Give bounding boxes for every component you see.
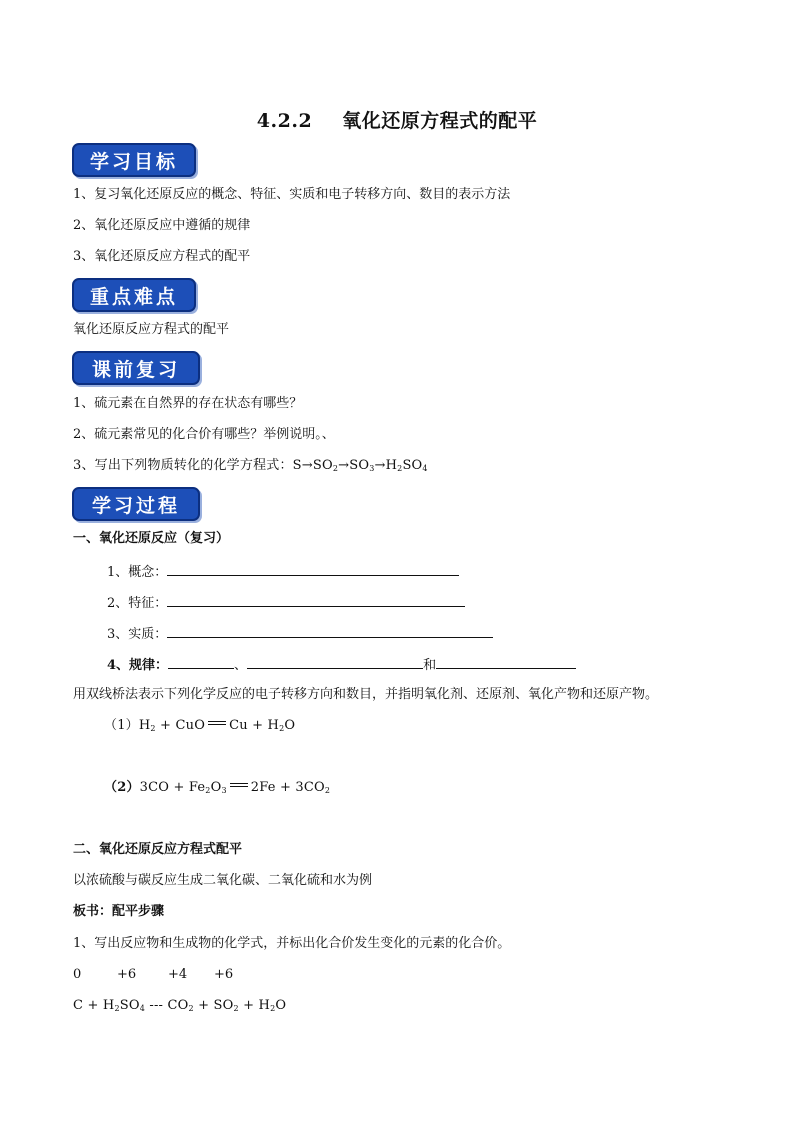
rule-blank-2[interactable]	[247, 655, 423, 669]
essence-item: 3、实质：	[107, 624, 493, 643]
feature-blank[interactable]	[167, 593, 465, 607]
rule-blank-3[interactable]	[436, 655, 576, 669]
rule-blank-1[interactable]	[168, 655, 234, 669]
review-question-2: 2、硫元素常见的化合价有哪些？举例说明。、	[73, 427, 335, 442]
board-steps-heading: 板书：配平步骤	[73, 904, 165, 919]
title-text: 氧化还原方程式的配平	[342, 110, 538, 132]
essence-blank[interactable]	[167, 624, 493, 638]
goal-item-2: 2、氧化还原反应中遵循的规律	[73, 218, 251, 233]
page-title	[0, 106, 794, 133]
key-point-text: 氧化还原反应方程式的配平	[73, 322, 230, 337]
carbon-sulfuric-equation: $C + H_2SO_4$ --- $CO_2 + SO_2 + H_2O$	[73, 998, 287, 1013]
goal-item-3: 3、氧化还原反应方程式的配平	[73, 249, 251, 264]
equals-sign	[208, 721, 226, 725]
valence-c: 0	[73, 967, 82, 982]
feature-item: 2、特征：	[107, 593, 465, 612]
badge-pre-review: 课前复习	[72, 351, 200, 385]
review-question-3: 3、写出下列物质转化的化学方程式：$S\to SO_2\to SO_3\to H_2SO_4$	[73, 458, 428, 473]
valence-s-product: +6	[214, 967, 234, 982]
valence-s-reactant: +6	[117, 967, 137, 982]
badge-learning-goals: 学习目标	[72, 143, 196, 177]
double-bridge-instruction: 用双线桥法表示下列化学反应的电子转移方向和数目，并指明氧化剂、还原剂、氧化产物和还原产物。	[73, 687, 659, 702]
badge-key-points: 重点难点	[72, 278, 196, 312]
concept-blank[interactable]	[167, 562, 459, 576]
review-question-1: 1、硫元素在自然界的存在状态有哪些？	[73, 396, 303, 411]
section2-example: 以浓硫酸与碳反应生成二氧化碳、二氧化硫和水为例	[73, 873, 373, 888]
goal-item-1: 1、复习氧化还原反应的概念、特征、实质和电子转移方向、数目的表示方法	[73, 187, 511, 202]
badge-learning-process: 学习过程	[72, 487, 200, 521]
valence-c-product: +4	[168, 967, 188, 982]
equals-sign	[230, 783, 248, 787]
section1-heading: 一、氧化还原反应（复习）	[73, 531, 230, 546]
section2-heading: 二、氧化还原反应方程式配平	[73, 842, 243, 857]
equation-1: $(1)H_2$ + CuO $Cu + H_2O$	[104, 718, 296, 733]
rule-item: 4、规律： 、 和	[107, 655, 576, 674]
title-code: 4.2.2	[256, 110, 313, 132]
step-1-text: 1、写出反应物和生成物的化学式，并标出化合价发生变化的元素的化合价。	[73, 936, 511, 951]
equation-2: $(2)3CO + Fe_2O_3$ $2Fe + 3CO_2$	[104, 780, 331, 795]
concept-item: 1、概念：	[107, 562, 459, 581]
